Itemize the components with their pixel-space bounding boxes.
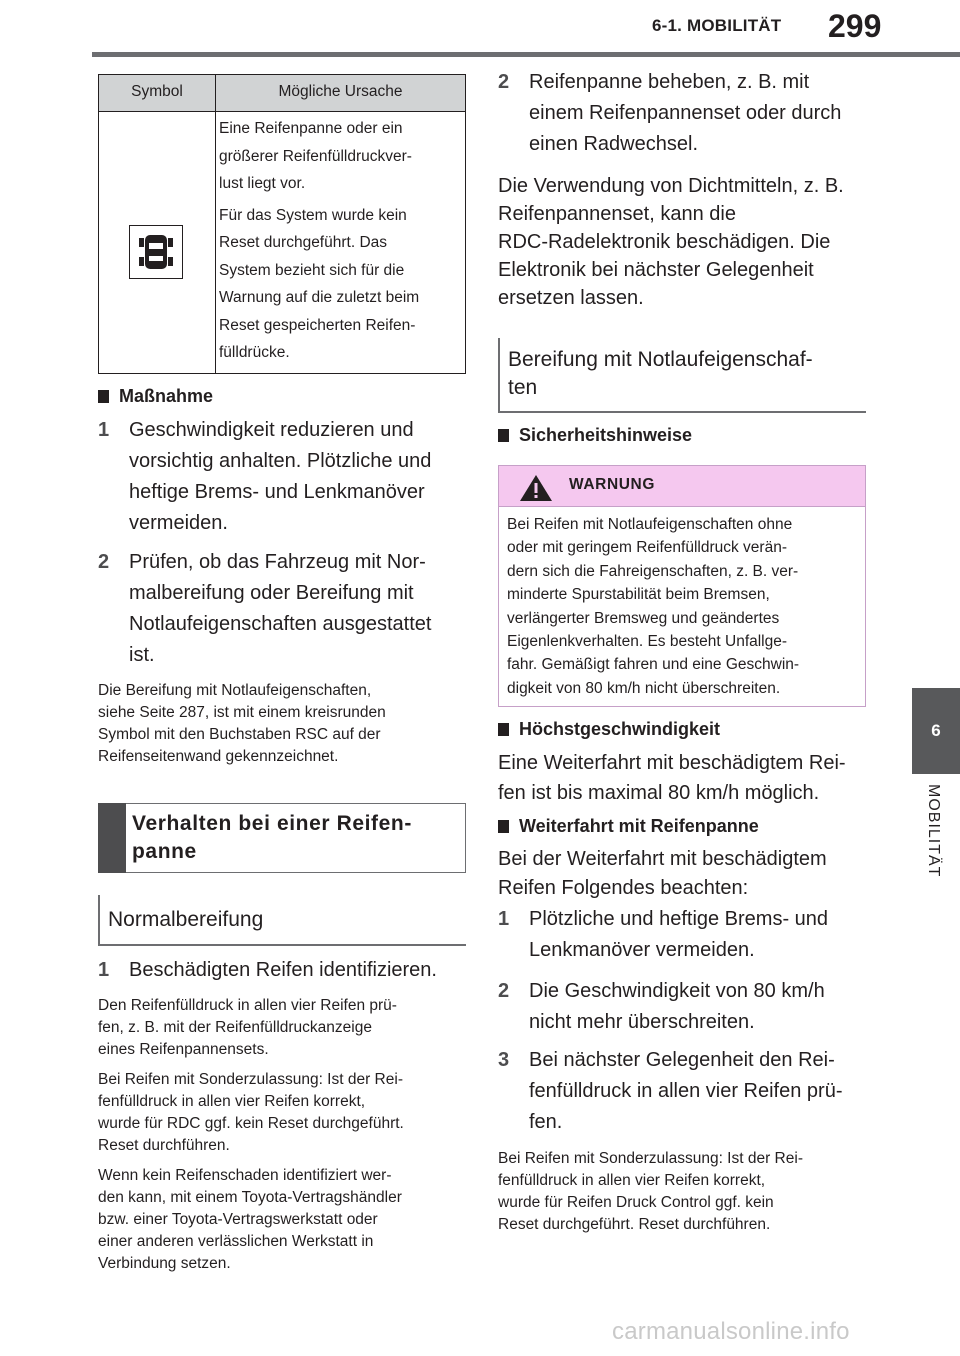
subheading-safety: Sicherheitshinweise <box>498 425 692 446</box>
step-number: 2 <box>498 980 510 1002</box>
column-header-cause: Mögliche Ursache <box>278 83 403 100</box>
warning-box <box>498 465 866 707</box>
speed-paragraph: Eine Weiterfahrt mit beschädigtem Rei- fen ist bis maximal 80 km/h möglich. <box>498 752 846 804</box>
section-title: 6-1. MOBILITÄT <box>652 16 782 35</box>
text-line: System bezieht sich für die <box>219 261 405 279</box>
step-text: Plötzliche und heftige Brems- und Lenkmanöver vermeiden. <box>529 908 829 961</box>
step-item <box>98 955 466 986</box>
step-item <box>498 976 866 1038</box>
text-line: größerer Reifenfülldruckver- <box>219 147 412 165</box>
warning-text: Bei Reifen mit Notlaufeigenschaften ohne oder mit geringem Reifenfülldruck verän- dern sich die Fahreigenschaften, z. B. ver- minderte Spurstabilität beim Bremsen, verlängerter Bremsweg und geändertes Eigenlenkverhalten. Es besteht Unfallge- fahr. Gemäßigt fahren und eine Geschwin- digkeit von 80 km/h nicht überschreiten. <box>507 516 800 697</box>
table-header <box>99 75 465 112</box>
text-line: Reset durchgeführt. Das <box>219 234 388 251</box>
heading-rule <box>98 895 100 945</box>
text-line: Reset gespeicherten Reifen- <box>219 316 416 334</box>
sealant-paragraph: Die Verwendung von Dichtmitteln, z. B. Reifenpannenset, kann die RDC-Radelektronik beschädigen. Die Elektronik bei nächster Gelegenheit ersetzen lassen. <box>498 175 844 309</box>
chapter-label: MOBILITÄT <box>925 784 942 878</box>
subsection-heading-runflat: Bereifung mit Notlaufeigenschaf- ten <box>508 348 813 399</box>
text-line: fülldrücke. <box>219 344 290 361</box>
tpms-car-icon <box>129 225 183 279</box>
chapter-tab[interactable]: 6 <box>912 688 960 774</box>
step-text: Geschwindigkeit reduzieren und vorsichtig anhalten. Plötzliche und heftige Brems- und Lenkmanöver vermeiden. <box>129 419 432 534</box>
warning-header <box>499 466 865 506</box>
section-bar <box>98 803 126 873</box>
table-divider <box>215 75 216 373</box>
text-line: lust liegt vor. <box>219 175 306 192</box>
step-item <box>98 547 466 671</box>
paragraph: Den Reifenfülldruck in allen vier Reifen prü- fen, z. B. mit der Reifenfülldruckanzeige eines Reifenpannensets. <box>98 997 397 1058</box>
step-number: 2 <box>498 71 510 93</box>
page-number: 299 <box>828 8 882 44</box>
step-text: Reifenpanne beheben, z. B. mit einem Reifenpannenset oder durch einen Radwechsel. <box>529 71 842 155</box>
step-number: 1 <box>98 419 110 441</box>
final-note: Bei Reifen mit Sonderzulassung: Ist der Rei- fenfülldruck in allen vier Reifen korrekt, wurde für Reifen Druck Control ggf. kein Reset durchgeführt. Reset durchführen. <box>498 1150 803 1233</box>
subheading-massnahme: Maßnahme <box>98 386 213 407</box>
step-number: 1 <box>498 908 510 930</box>
cause-table <box>98 74 466 374</box>
step-number: 1 <box>98 959 110 981</box>
bullet-square-icon <box>98 390 109 403</box>
section-heading-box <box>98 803 466 873</box>
step-text: Die Geschwindigkeit von 80 km/h nicht mehr überschreiten. <box>529 980 825 1033</box>
heading-rule <box>498 411 866 413</box>
step-item <box>498 67 866 160</box>
continue-paragraph: Bei der Weiterfahrt mit beschädigtem Reifen Folgendes beachten: <box>498 848 827 899</box>
column-header-symbol: Symbol <box>131 83 183 100</box>
text-line: Eine Reifenpanne oder ein <box>219 120 403 137</box>
heading-rule <box>98 944 466 946</box>
paragraph: Wenn kein Reifenschaden identifiziert wer- den kann, mit einem Toyota-Vertragshändler bzw. einer Toyota-Vertragswerkstatt oder einer anderen verlässlichen Werkstatt in Verbindung setzen. <box>98 1167 402 1272</box>
heading-rule <box>498 338 500 412</box>
step-item <box>498 904 866 966</box>
bullet-square-icon <box>498 723 509 736</box>
text-line: Warnung auf die zuletzt beim <box>219 289 420 306</box>
step-item <box>498 1045 866 1138</box>
paragraph: Bei Reifen mit Sonderzulassung: Ist der Rei- fenfülldruck in allen vier Reifen korrekt, wurde für RDC ggf. kein Reset durchgeführt. Reset durchführen. <box>98 1071 404 1154</box>
rsc-note: Die Bereifung mit Notlaufeigenschaften, siehe Seite 287, ist mit einem kreisrunden Symbol mit den Buchstaben RSC auf der Reifenseitenwand gekennzeichnet. <box>98 682 386 765</box>
subheading-speed: Höchstgeschwindigkeit <box>498 719 720 740</box>
header-rule <box>92 52 960 57</box>
cause-cell <box>219 115 459 371</box>
section-heading: Verhalten bei einer Reifen- panne <box>132 812 412 863</box>
watermark: carmanualsonline.info <box>612 1318 850 1345</box>
step-text: Prüfen, ob das Fahrzeug mit Nor- malbereifung oder Bereifung mit Notlaufeigenschaften ausgestattet ist. <box>129 551 432 666</box>
text-line: Für das System wurde kein <box>219 206 407 224</box>
step-text: Bei nächster Gelegenheit den Rei- fenfülldruck in allen vier Reifen prü- fen. <box>529 1049 843 1133</box>
step-number: 2 <box>98 551 110 573</box>
bullet-square-icon <box>498 820 509 833</box>
bullet-square-icon <box>498 429 509 442</box>
subheading-continue: Weiterfahrt mit Reifenpanne <box>498 816 759 837</box>
step-item <box>98 415 466 539</box>
subsection-heading-normal: Normalbereifung <box>108 908 264 931</box>
warning-triangle-icon <box>519 474 553 502</box>
step-number: 3 <box>498 1049 510 1071</box>
warning-divider <box>499 506 865 507</box>
warning-title: WARNUNG <box>569 476 655 493</box>
step-text: Beschädigten Reifen identifizieren. <box>129 959 437 981</box>
